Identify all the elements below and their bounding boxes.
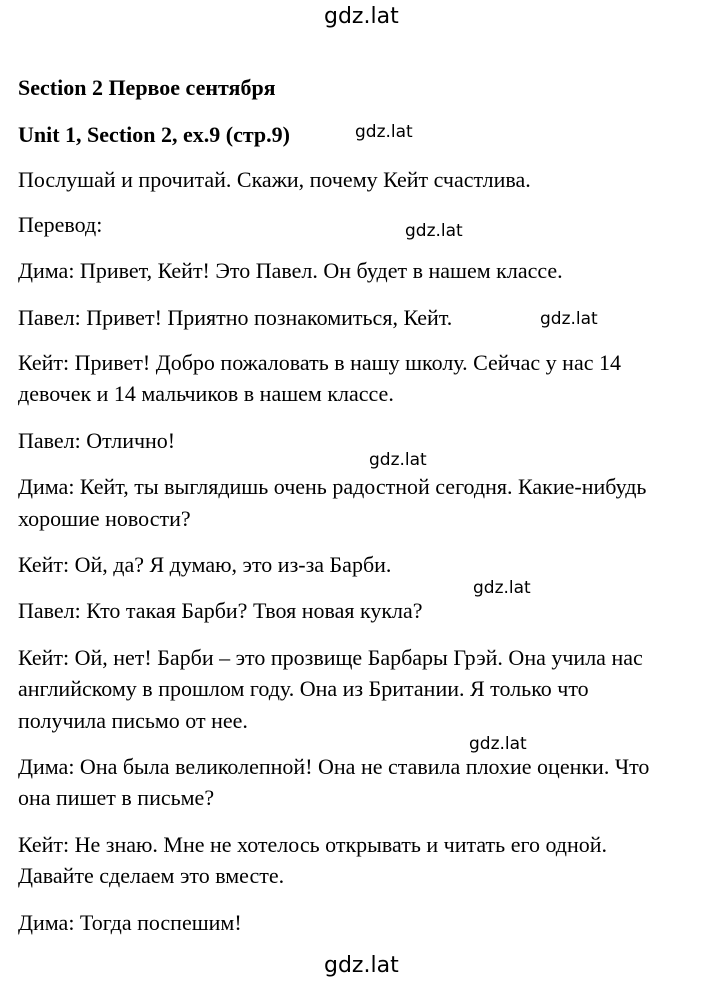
dialogue-line: хорошие новости?: [18, 506, 191, 531]
dialogue-line: она пишет в письме?: [18, 785, 215, 810]
watermark-bottom: gdz.lat: [324, 953, 399, 978]
watermark: gdz.lat: [355, 122, 413, 142]
dialogue-line: Дима: Тогда поспешим!: [18, 910, 242, 935]
watermark: gdz.lat: [540, 309, 598, 329]
translation-label: Перевод:: [18, 212, 103, 237]
watermark: gdz.lat: [405, 221, 463, 241]
dialogue-line: Павел: Привет! Приятно познакомиться, Кейт.: [18, 305, 453, 330]
dialogue-line: Дима: Привет, Кейт! Это Павел. Он будет в нашем классе.: [18, 258, 563, 283]
dialogue-line: Кейт: Не знаю. Мне не хотелось открывать и читать его одной.: [18, 832, 608, 857]
instruction-line: Послушай и прочитай. Скажи, почему Кейт счастлива.: [18, 167, 531, 192]
unit-heading: Unit 1, Section 2, ex.9 (стр.9): [18, 122, 290, 147]
dialogue-line: Давайте сделаем это вместе.: [18, 863, 285, 888]
dialogue-line: Павел: Кто такая Барби? Твоя новая кукла?: [18, 598, 423, 623]
dialogue-line: получила письмо от нее.: [18, 708, 248, 733]
dialogue-line: Дима: Кейт, ты выглядишь очень радостной сегодня. Какие-нибудь: [18, 474, 647, 499]
dialogue-line: Кейт: Ой, нет! Барби – это прозвище Барбары Грэй. Она учила нас: [18, 645, 643, 670]
watermark: gdz.lat: [469, 734, 527, 754]
dialogue-line: Кейт: Ой, да? Я думаю, это из-за Барби.: [18, 552, 392, 577]
watermark: gdz.lat: [369, 450, 427, 470]
watermark: gdz.lat: [473, 578, 531, 598]
dialogue-line: Павел: Отлично!: [18, 428, 176, 453]
dialogue-line: английскому в прошлом году. Она из Британии. Я только что: [18, 676, 589, 701]
watermark-top: gdz.lat: [324, 4, 399, 29]
section-heading: Section 2 Первое сентября: [18, 75, 276, 100]
dialogue-line: Кейт: Привет! Добро пожаловать в нашу школу. Сейчас у нас 14: [18, 350, 621, 375]
dialogue-line: девочек и 14 мальчиков в нашем классе.: [18, 381, 394, 406]
dialogue-line: Дима: Она была великолепной! Она не ставила плохие оценки. Что: [18, 754, 650, 779]
